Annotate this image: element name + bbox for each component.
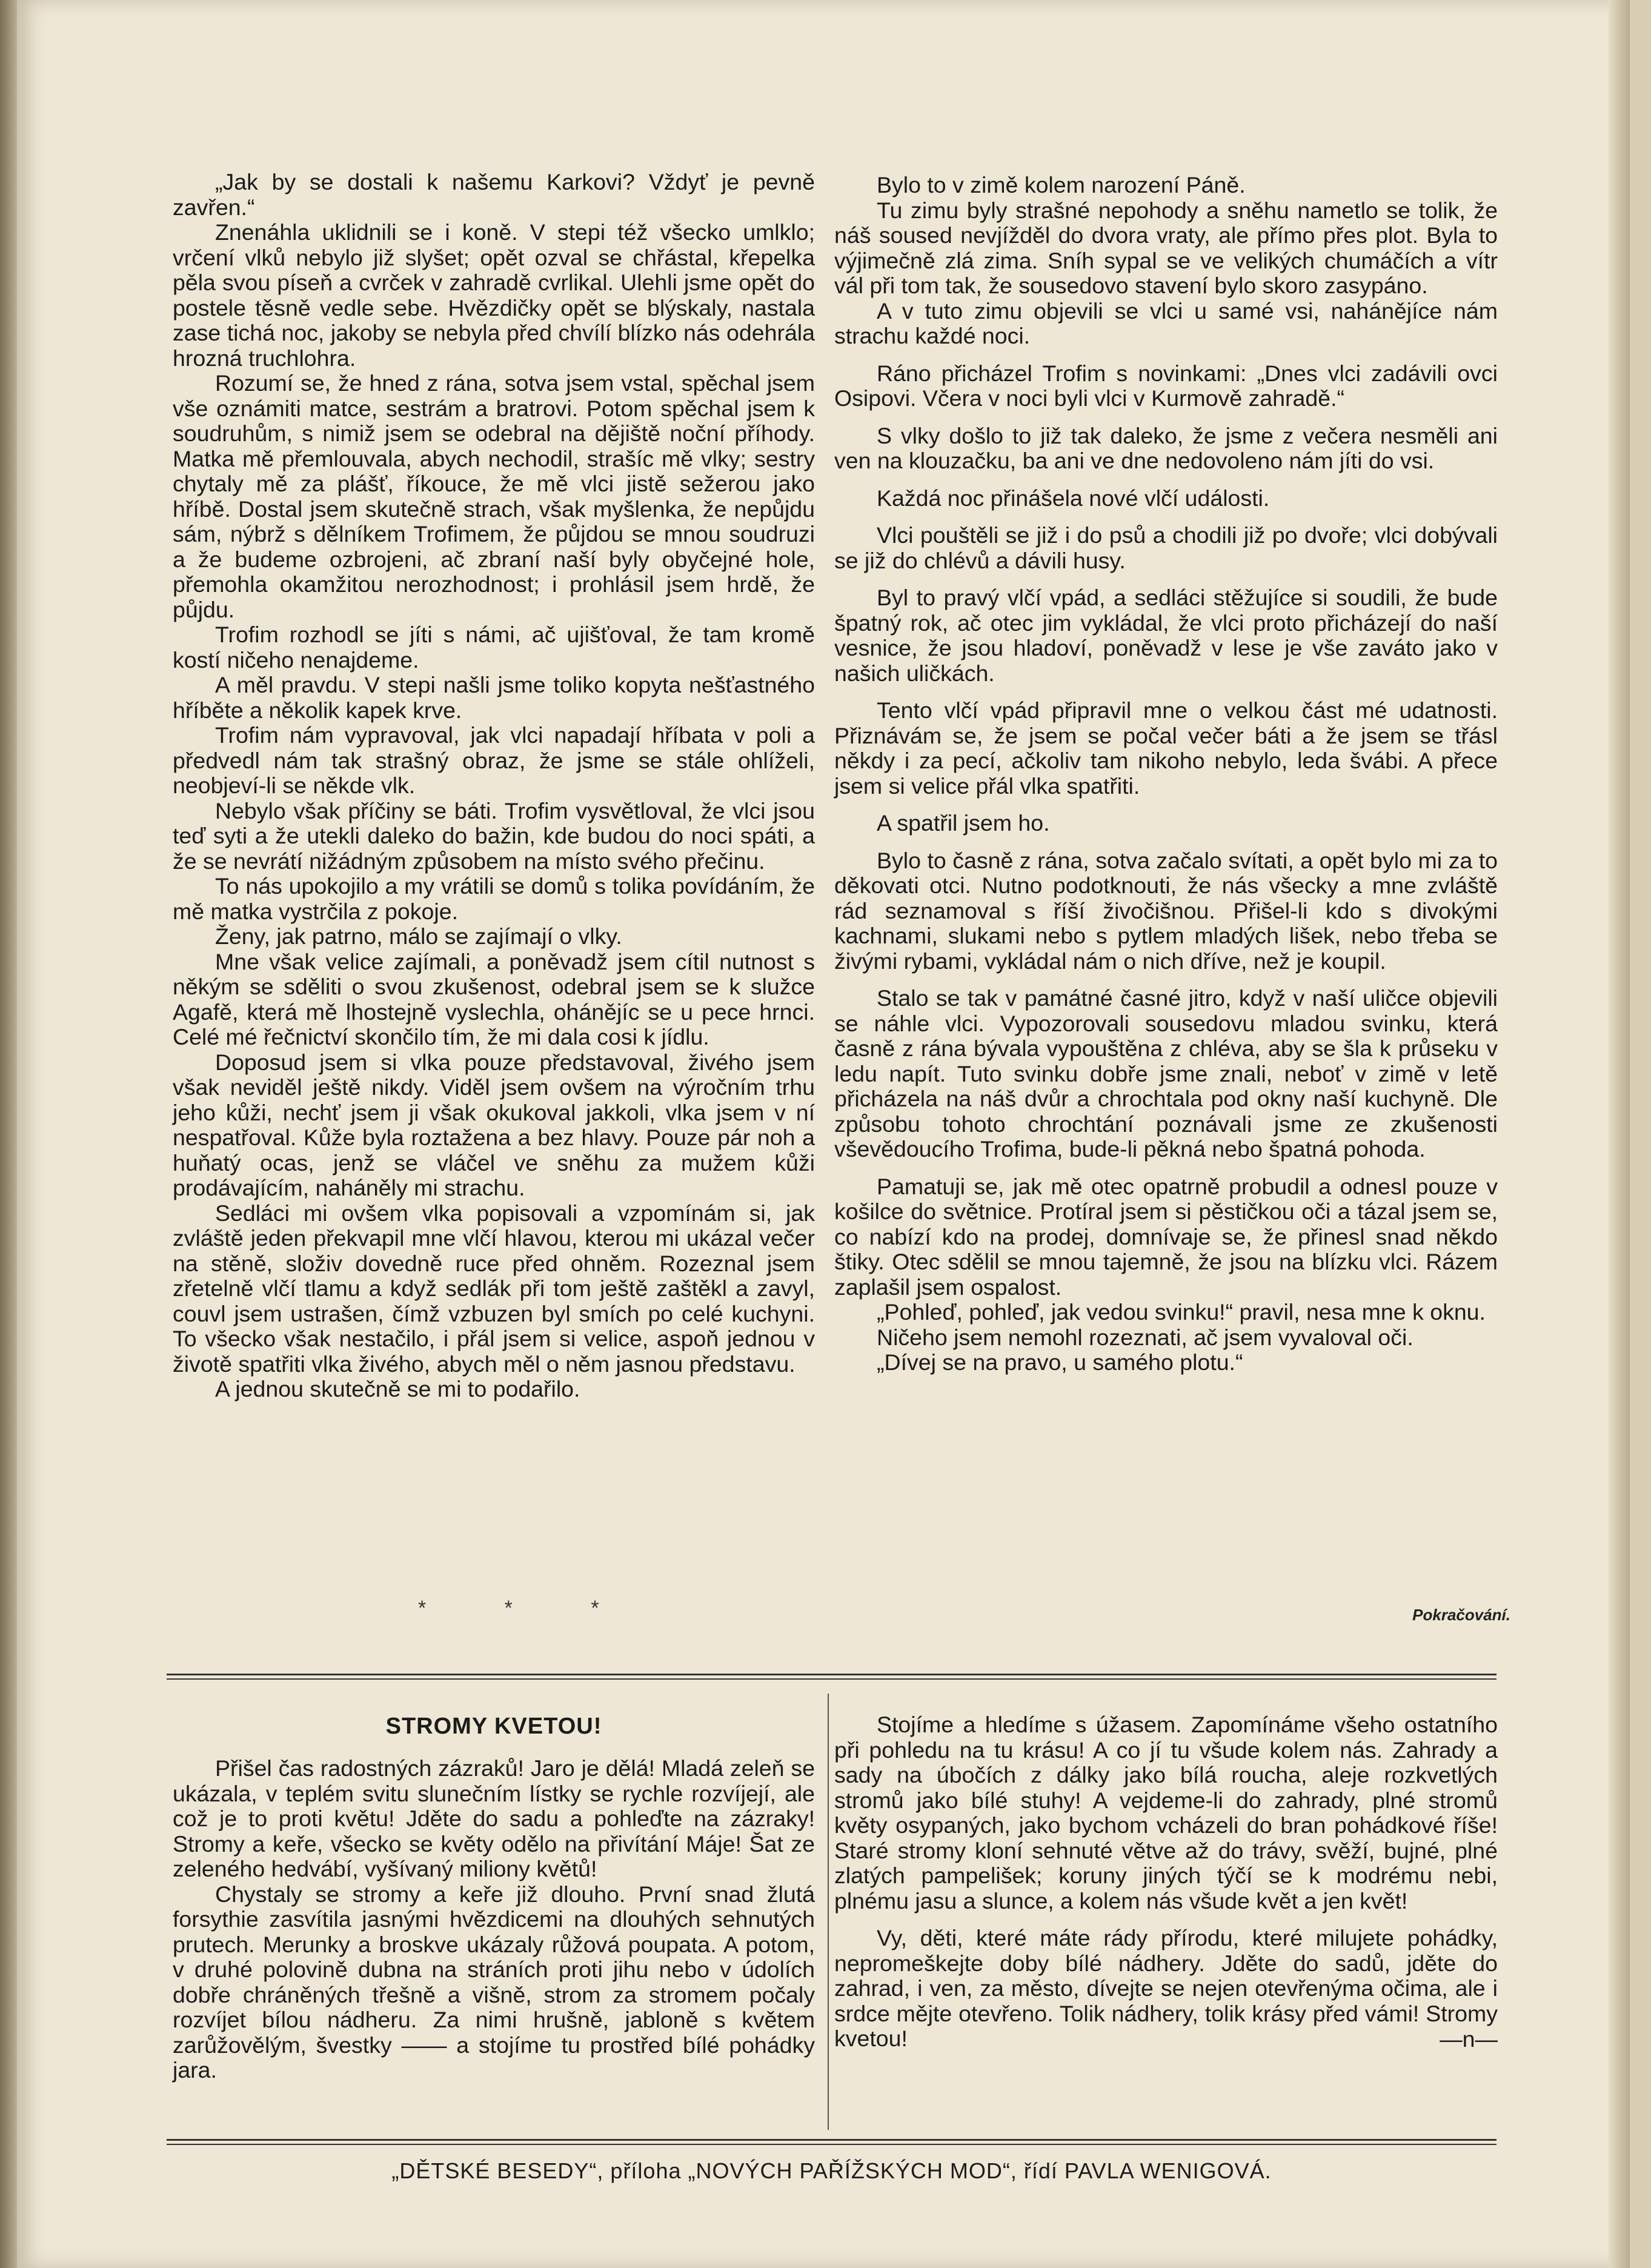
book-spine — [0, 0, 17, 2268]
article-paragraph: Stojíme a hledíme s úžasem. Zapomínáme všeho ostatního při pohledu na tu krásu! A co jí tu všude kolem nás. Zahrady a sady na úbočích z dálky jako bílá roucha, aleje rozkvetlých stromů jako bílé stuhy! A vejdeme-li do zahrady, plné stromů květy osypaných, jako bychom vcházeli do bran pohádkové říše! Staré stromy kloní sehnuté větve až do trávy, svěží, bujné, plné zlatých pampelišek; koruny jiných týčí se k modrému nebi, plnému jasu a slunce, a kolem nás všude květ a jen květ! — [834, 1712, 1498, 1914]
story-paragraph: „Jak by se dostali k našemu Karkovi? Vždyť je pevně zavřen.“ — [173, 169, 815, 220]
story-paragraph: Nebylo však příčiny se báti. Trofim vysvětloval, že vlci jsou teď syti a že utekli daleko do bažin, kde budou do noci spáti, a že se nevrátí nižádným způsobem na místo svého přečinu. — [173, 797, 815, 874]
story-paragraph: Doposud jsem si vlka pouze představoval, živého jsem však neviděl ještě nikdy. Viděl jsem ovšem na výročním trhu jeho kůži, nechť jsem ji však okukoval jakkoli, vlka jsem v ní nespatřoval. Kůže byla roztažena a bez hlavy. Pouze pár noh a huňatý ocas, jenž se vláčel ve sněhu za mužem kůži prodávajícím, naháněly mi strachu. — [173, 1049, 815, 1200]
story-paragraph: Každá noc přinášela nové vlčí události. — [877, 485, 1270, 511]
story-paragraph: Bylo to časně z rána, sotva začalo svítati, a opět bylo mi za to děkovati otci. Nutno podotknouti, že nás všecky a mne zvláště rád seznamoval s říší živočišnou. Přišel-li kdo s divokými kachnami, slukami nebo s pytlem mladých lišek, nebo třeba se živými rybami, vykládal nám o nich dříve, než je koupil. — [834, 847, 1498, 974]
story-right-column — [834, 173, 1498, 1375]
story-paragraph: Pamatuji se, jak mě otec opatrně probudil a odnesl pouze v košilce do světnice. Protíral jsem si pěstičkou oči a tázal jsem se, co nabízí kdo na prodej, domnívaje se, že přinesl snad někdo štiky. Otec sdělil se mnou tajemně, že jsou na blízku vlci. Rázem zaplašil jsem ospalost. — [834, 1173, 1498, 1300]
story-paragraph: Znenáhla uklidnili se i koně. V stepi též všecko umlklo; vrčení vlků nebylo již slyšet; opět ozval se chřástal, křepelka pěla svou píseň a cvrček v zahradě cvrlikal. Ulehli jsme opět do postele těsně vedle sebe. Hvězdičky opět se blýskaly, nastala zase tichá noc, jakoby se nebyla před chvílí blízko nás odehrála hrozná truchlohra. — [173, 219, 815, 371]
section-separator: * * * — [418, 1597, 636, 1620]
story-paragraph: To nás upokojilo a my vrátili se domů s tolika povídáním, že mě matka vystrčila z pokoje. — [173, 873, 815, 924]
story-paragraph: Bylo to v zimě kolem narození Páně. — [877, 172, 1246, 198]
page-edge — [1609, 0, 1630, 2268]
article-left-column — [173, 1756, 815, 2083]
story-paragraph: Byl to pravý vlčí vpád, a sedláci stěžujíce si soudili, že bude špatný rok, ač otec jim vykládal, že vlci proto přicházejí do naší vesnice, že jsou hladoví, poněvadž v lese je vše zaváto jako v našich uličkách. — [834, 585, 1498, 686]
story-paragraph: „Pohleď, pohleď, jak vedou svinku!“ pravil, nesa mne k oknu. — [877, 1299, 1486, 1325]
article-right-column — [834, 1712, 1498, 2052]
footer-divider — [167, 2139, 1497, 2141]
story-paragraph: A jednou skutečně se mi to podařilo. — [215, 1376, 580, 1402]
section-divider — [167, 1678, 1497, 1680]
story-paragraph: S vlky došlo to již tak daleko, že jsme z večera nesměli ani ven na klouzačku, ba ani ve dne nedovoleno nám jíti do vsi. — [834, 422, 1498, 473]
article-title: STROMY KVETOU! — [385, 1714, 602, 1739]
page-footer: „DĚTSKÉ BESEDY“, příloha „NOVÝCH PAŘÍŽSKÝCH MOD“, řídí PAVLA WENIGOVÁ. — [391, 2158, 1272, 2183]
story-paragraph: Sedláci mi ovšem vlka popisovali a vzpomínám si, jak zvláště jeden překvapil mne vlčí hlavou, kterou mi ukázal večer na stěně, složiv dovedně ruce před ohněm. Rozeznal jsem zřetelně vlčí tlamu a když sedlák při tom ještě zaštěkl a zavyl, couvl jsem ustrašen, čímž vzbuzen byl smích po celé kuchyni. To všecko však nestačilo, i přál jsem si velice, aspoň jednou v životě spatřiti vlka živého, abych měl o něm jasnou představu. — [173, 1200, 815, 1377]
article-paragraph: Chystaly se stromy a keře již dlouho. První snad žlutá forsythie zasvítila jasnými hvězdicemi na dlouhých sehnutých prutech. Merunky a broskve ukázaly růžová poupata. A potom, v druhé polovině dubna na stráních proti jihu nebo v údolích dobře chráněných třešně a višně, strom za stromem počaly rozvíjet bílou nádheru. Za nimi hrušně, jabloně s květem zarůžovělým, švestky —— a stojíme tu prostřed bílé pohádky jara. — [173, 1881, 815, 2083]
story-paragraph: Tento vlčí vpád připravil mne o velkou část mé udatnosti. Přiznávám se, že jsem se počal večer báti a že jsem se třásl někdy i za pecí, ačkoliv tam nikoho nebylo, leda švábi. A přece jsem si velice přál vlka spatřiti. — [834, 697, 1498, 799]
article-signature: —n— — [1440, 2026, 1498, 2052]
footer-divider — [167, 2144, 1497, 2145]
story-paragraph: „Dívej se na pravo, u samého plotu.“ — [877, 1349, 1243, 1375]
story-paragraph: Ženy, jak patrno, málo se zajímají o vlky. — [215, 923, 622, 949]
story-paragraph: Stalo se tak v památné časné jitro, když v naší uličce objevili se náhle vlci. Vypozorovali sousedovu mladou svinku, která časně z rána bývala vypouštěna z chléva, aby se šla k průseku v ledu napít. Tuto svinku dobře jsme znali, neboť v zimě v letě přicházela na náš dvůr a chrochtala pod okny naší kuchyně. Dle způsobu tohoto chrochtání poznávali jsme ze zkušenosti vševědoucího Trofima, bude-li pěkná nebo špatná pohoda. — [834, 985, 1498, 1162]
section-divider — [167, 1674, 1497, 1675]
story-paragraph: Trofim nám vypravoval, jak vlci napadají hříbata v poli a předvedl nám tak strašný obraz, že jsme se stále ohlíželi, neobjeví-li se někde vlk. — [173, 722, 815, 798]
story-paragraph: A spatřil jsem ho. — [877, 810, 1050, 836]
story-paragraph: Rozumí se, že hned z rána, sotva jsem vstal, spěchal jsem vše oznámiti matce, sestrám a bratrovi. Potom spěchal jsem k soudruhům, s nimiž jsem se odebral na dějiště noční příhody. Matka mě přemlouvala, abych nechodil, strašíc mě vlky; sestry chytaly mě za plášť, říkouce, že mě vlci jistě sežerou jako hříbě. Dostal jsem skutečně strach, však myšlenka, že nepůjdu sám, nýbrž s dělníkem Trofimem, že půjdou se mnou soudruzi a že budeme ozbrojeni, ač zbraní naší byly obyčejné hole, přemohla okamžitou nerozhodnost; i prohlásil jsem hrdě, že půjdu. — [173, 370, 815, 622]
story-paragraph: Mne však velice zajímali, a poněvadž jsem cítil nutnost s někým se sděliti o svou zkušenost, odebral jsem se k služce Agafě, která mě lhostejně vyslechla, ohánějíc se u pece hrnci. Celé mé řečnictví skončilo tím, že mi dala cosi k jídlu. — [173, 948, 815, 1049]
column-divider — [828, 1694, 829, 2130]
story-paragraph: A v tuto zimu objevili se vlci u samé vsi, nahánějíce nám strachu každé noci. — [834, 298, 1498, 348]
story-paragraph: Ráno přicházel Trofim s novinkami: „Dnes vlci zadávili ovci Osipovi. Včera v noci byli vlci v Kurmově zahradě.“ — [834, 360, 1498, 411]
story-paragraph: Tu zimu byly strašné nepohody a sněhu nametlo se tolik, že náš soused nevjížděl do dvora vraty, ale přímo přes plot. Byla to výjimečně zlá zima. Sníh sypal se ve velikých chumáčích a vítr vál při tom tak, že sousedovo stavení bylo skoro zasypáno. — [834, 197, 1498, 298]
story-paragraph: Vlci pouštěli se již i do psů a chodili již po dvoře; vlci dobývali se již do chlévů a dávili husy. — [834, 522, 1498, 573]
article-paragraph: Vy, děti, které máte rády přírodu, které milujete pohádky, nepromeškejte doby bílé nádhery. Jděte do sadů, jděte do zahrad, i ven, za město, dívejte se nejen otevřenýma očima, ale i srdce mějte otevřeno. Tolik nádhery, tolik krásy před vámi! Stromy kvetou! — [834, 1925, 1498, 2051]
story-paragraph: A měl pravdu. V stepi našli jsme toliko kopyta nešťastného hříběte a několik kapek krve. — [173, 672, 815, 723]
story-paragraph: Trofim rozhodl se jíti s námi, ač ujišťoval, že tam kromě kostí ničeho nenajdeme. — [173, 622, 815, 673]
continued-note: Pokračování. — [1412, 1606, 1510, 1624]
article-paragraph: Přišel čas radostných zázraků! Jaro je dělá! Mladá zeleň se ukázala, v teplém svitu slunečním lístky se rychle rozvíjejí, ale což je to proti květu! Jděte do sadu a pohleďte na zázraky! Stromy a keře, všecko se květy odělo na přivítání Máje! Šat ze zeleného hedvábí, vyšívaný miliony květů! — [173, 1755, 815, 1881]
story-left-column — [173, 170, 815, 1402]
story-paragraph: Ničeho jsem nemohl rozeznati, ač jsem vyvaloval oči. — [877, 1324, 1413, 1350]
